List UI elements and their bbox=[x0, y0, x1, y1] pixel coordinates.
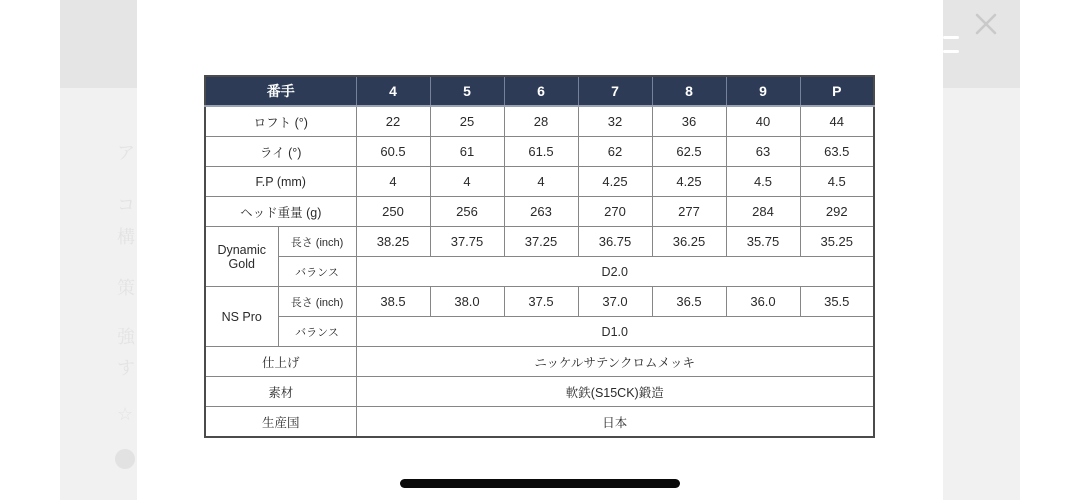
table-row bbox=[205, 257, 874, 287]
value-cell: 44 bbox=[800, 106, 874, 137]
background-faint-circle bbox=[115, 449, 135, 469]
row-label: ヘッド重量 (g) bbox=[205, 197, 356, 227]
value-cell: 37.25 bbox=[504, 227, 578, 257]
background-top-block bbox=[60, 0, 137, 88]
header-cell: 4 bbox=[356, 76, 430, 106]
value-cell: 61 bbox=[430, 137, 504, 167]
value-cell: 25 bbox=[430, 106, 504, 137]
value-cell: 37.5 bbox=[504, 287, 578, 317]
sub-label: 長さ (inch) bbox=[278, 287, 356, 317]
value-cell: 256 bbox=[430, 197, 504, 227]
header-cell: 7 bbox=[578, 76, 652, 106]
row-label: NS Pro bbox=[205, 287, 278, 347]
header-cell: 番手 bbox=[205, 76, 356, 106]
span-value-cell: 軟鉄(S15CK)鍛造 bbox=[356, 377, 874, 407]
header-cell: 8 bbox=[652, 76, 726, 106]
close-icon[interactable] bbox=[973, 11, 999, 37]
value-cell: 35.25 bbox=[800, 227, 874, 257]
value-cell: 36.5 bbox=[652, 287, 726, 317]
background-faint-text: 強 bbox=[117, 327, 135, 347]
table-row bbox=[205, 227, 874, 257]
value-cell: 37.0 bbox=[578, 287, 652, 317]
background-left-column bbox=[60, 0, 137, 500]
value-cell: 28 bbox=[504, 106, 578, 137]
background-faint-text: 策 bbox=[117, 278, 135, 298]
table-row bbox=[205, 137, 874, 167]
value-cell: 22 bbox=[356, 106, 430, 137]
value-cell: 284 bbox=[726, 197, 800, 227]
header-cell: 6 bbox=[504, 76, 578, 106]
value-cell: 62.5 bbox=[652, 137, 726, 167]
table-row bbox=[205, 197, 874, 227]
value-cell: 62 bbox=[578, 137, 652, 167]
span-value-cell: ニッケルサテンクロムメッキ bbox=[356, 347, 874, 377]
background-line bbox=[943, 36, 959, 39]
sub-label: バランス bbox=[278, 317, 356, 347]
value-cell: 37.75 bbox=[430, 227, 504, 257]
background-faint-text: ア bbox=[117, 143, 135, 163]
table-row bbox=[205, 377, 874, 407]
value-cell: 60.5 bbox=[356, 137, 430, 167]
table-row bbox=[205, 407, 874, 438]
value-cell: 63.5 bbox=[800, 137, 874, 167]
value-cell: 38.5 bbox=[356, 287, 430, 317]
value-cell: 38.25 bbox=[356, 227, 430, 257]
background-faint-text: す bbox=[117, 358, 135, 378]
table-row bbox=[205, 287, 874, 317]
value-cell: 4.5 bbox=[726, 167, 800, 197]
value-cell: 36.75 bbox=[578, 227, 652, 257]
value-cell: 36.25 bbox=[652, 227, 726, 257]
home-indicator[interactable] bbox=[400, 479, 680, 488]
value-cell: 292 bbox=[800, 197, 874, 227]
background-line bbox=[943, 50, 959, 53]
row-label: ロフト (°) bbox=[205, 106, 356, 137]
table-row bbox=[205, 106, 874, 137]
row-label: 生産国 bbox=[205, 407, 356, 438]
value-cell: 36 bbox=[652, 106, 726, 137]
row-label: F.P (mm) bbox=[205, 167, 356, 197]
background-faint-text: ☆ bbox=[117, 404, 134, 424]
row-label: 素材 bbox=[205, 377, 356, 407]
value-cell: 277 bbox=[652, 197, 726, 227]
value-cell: 32 bbox=[578, 106, 652, 137]
value-cell: 250 bbox=[356, 197, 430, 227]
sub-label: 長さ (inch) bbox=[278, 227, 356, 257]
table-row bbox=[205, 167, 874, 197]
background-faint-text: コ bbox=[117, 195, 135, 215]
value-cell: 4.25 bbox=[578, 167, 652, 197]
value-cell: 35.75 bbox=[726, 227, 800, 257]
span-value-cell: D1.0 bbox=[356, 317, 874, 347]
row-label: 仕上げ bbox=[205, 347, 356, 377]
value-cell: 36.0 bbox=[726, 287, 800, 317]
spec-table bbox=[204, 75, 875, 438]
sub-label: バランス bbox=[278, 257, 356, 287]
value-cell: 40 bbox=[726, 106, 800, 137]
header-cell: P bbox=[800, 76, 874, 106]
background-body-block bbox=[943, 88, 1020, 500]
background-faint-text: 構 bbox=[117, 227, 135, 247]
value-cell: 4.25 bbox=[652, 167, 726, 197]
span-value-cell: 日本 bbox=[356, 407, 874, 438]
value-cell: 35.5 bbox=[800, 287, 874, 317]
row-label: ライ (°) bbox=[205, 137, 356, 167]
value-cell: 263 bbox=[504, 197, 578, 227]
span-value-cell: D2.0 bbox=[356, 257, 874, 287]
value-cell: 61.5 bbox=[504, 137, 578, 167]
table-row bbox=[205, 317, 874, 347]
value-cell: 4 bbox=[356, 167, 430, 197]
table-row bbox=[205, 347, 874, 377]
spec-modal bbox=[137, 10, 943, 488]
header-cell: 5 bbox=[430, 76, 504, 106]
value-cell: 38.0 bbox=[430, 287, 504, 317]
value-cell: 4 bbox=[504, 167, 578, 197]
background-right-column bbox=[943, 0, 1020, 500]
value-cell: 4 bbox=[430, 167, 504, 197]
row-label: Dynamic Gold bbox=[205, 227, 278, 287]
value-cell: 63 bbox=[726, 137, 800, 167]
header-cell: 9 bbox=[726, 76, 800, 106]
value-cell: 4.5 bbox=[800, 167, 874, 197]
value-cell: 270 bbox=[578, 197, 652, 227]
